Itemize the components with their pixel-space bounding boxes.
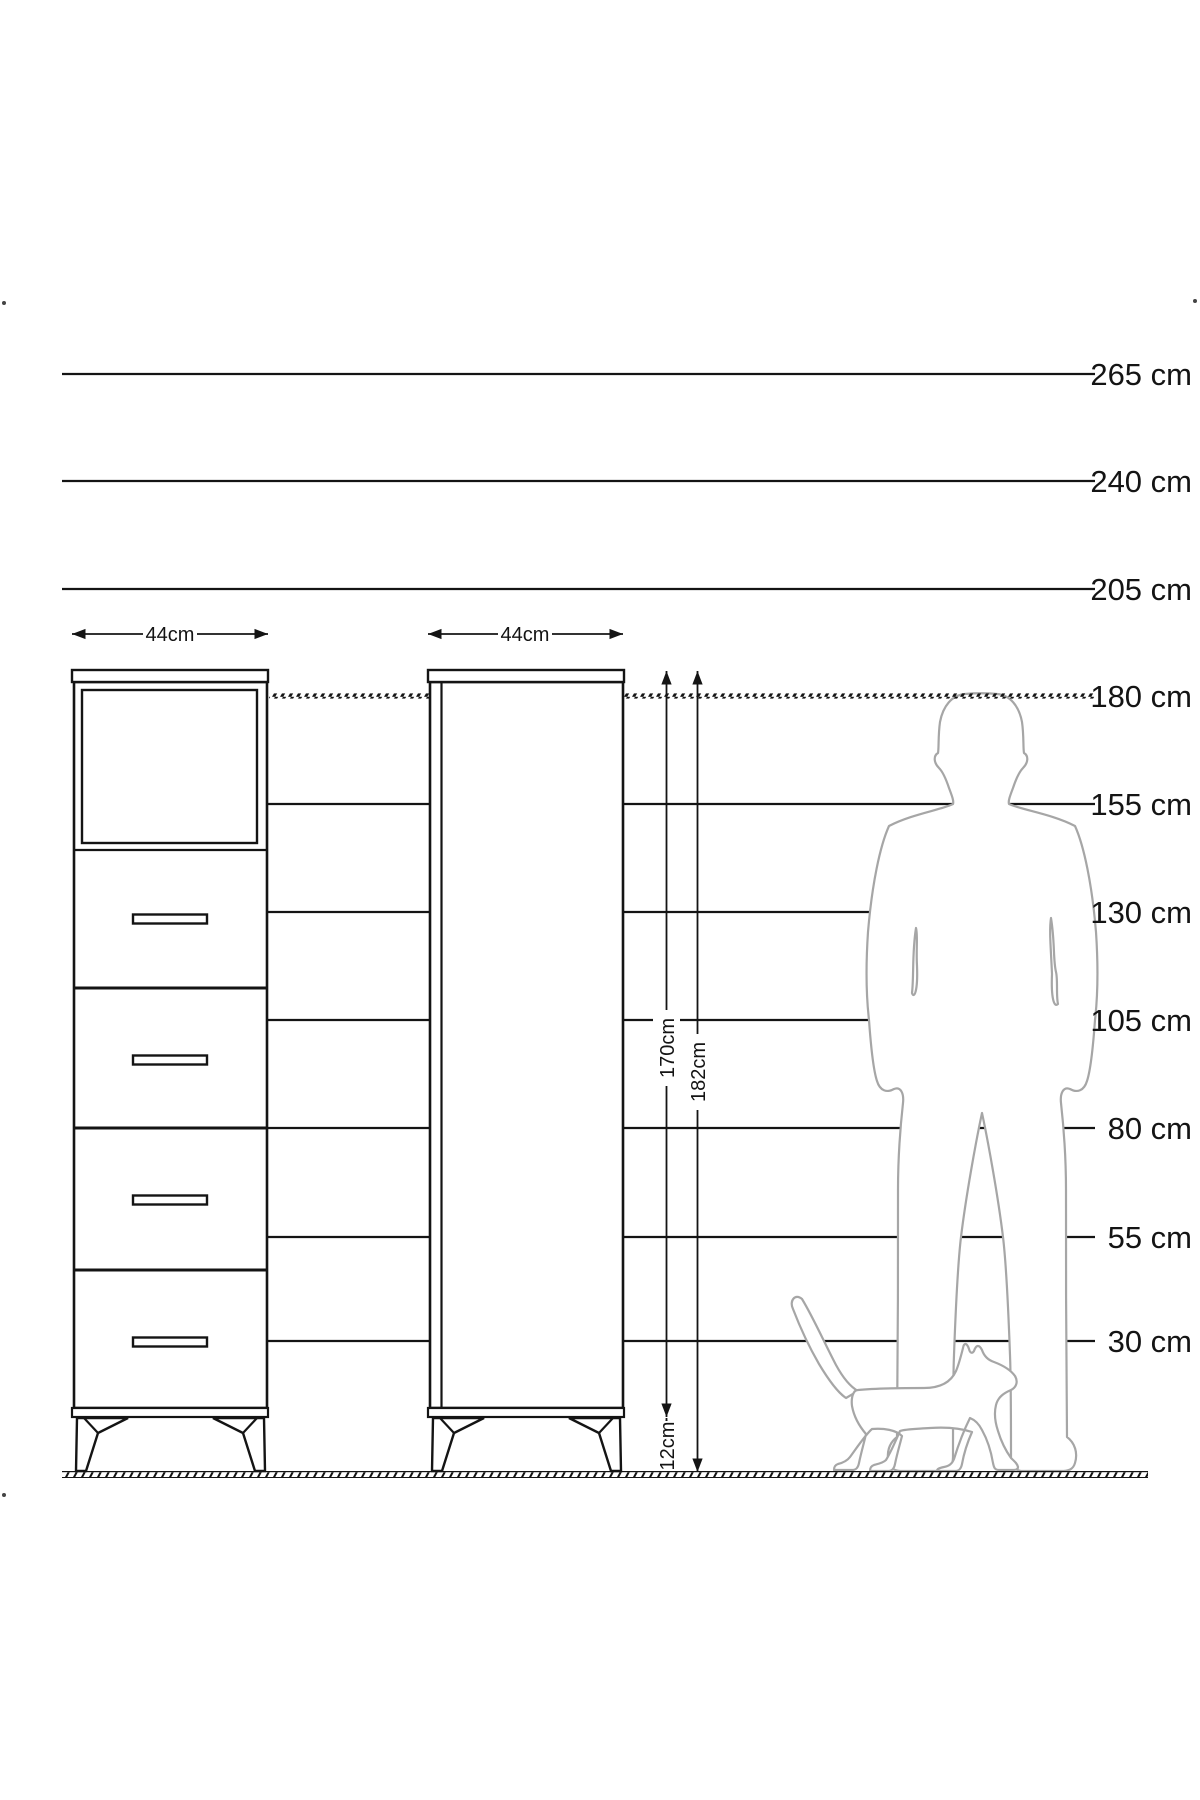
dashed-180cm-line-layer [269,693,1095,698]
corner-mark-bottom-left [2,1493,6,1497]
height-label-180cm: 180 cm [1090,679,1192,714]
carcass-height-label: 170cm [657,1017,679,1079]
drawer-cabinet [72,670,268,1471]
drawer-cabinet-bottom-board [72,1408,268,1417]
door-cabinet-left-leg [432,1418,484,1471]
left-width-label: 44cm [145,624,195,646]
height-label-105cm: 105 cm [1090,1003,1192,1038]
drawer-cabinet-top-board [72,670,268,682]
cat-tail [792,1297,858,1398]
right-width-label: 44cm [500,624,550,646]
door-cabinet [428,670,624,1471]
height-line-180cm-dashed [269,693,1095,698]
leg-height-label: 12cm [657,1421,679,1471]
drawer-handle-2 [133,1056,207,1065]
height-label-265cm: 265 cm [1090,357,1192,392]
drawer-cabinet-right-leg [213,1418,265,1471]
drawer-handle-4 [133,1338,207,1347]
corner-mark-top-left [2,301,6,305]
height-label-240cm: 240 cm [1090,464,1192,499]
corner-mark-top-right [1193,299,1197,303]
height-label-155cm: 155 cm [1090,787,1192,822]
height-label-55cm: 55 cm [1107,1220,1192,1255]
door-cabinet-body [430,682,623,1408]
total-height-label: 182cm [688,1041,710,1103]
height-label-205cm: 205 cm [1090,572,1192,607]
door-cabinet-top-board [428,670,624,682]
drawer-handle-1 [133,915,207,924]
height-scale-labels [1090,357,1192,1359]
drawer-cabinet-left-leg [76,1418,128,1471]
ground-line [62,1471,1148,1478]
height-label-130cm: 130 cm [1090,895,1192,930]
open-shelf [82,690,257,843]
height-label-80cm: 80 cm [1107,1111,1192,1146]
height-label-30cm: 30 cm [1107,1324,1192,1359]
door-cabinet-bottom-board [428,1408,624,1417]
door-cabinet-right-leg [569,1418,621,1471]
drawer-handle-3 [133,1196,207,1205]
